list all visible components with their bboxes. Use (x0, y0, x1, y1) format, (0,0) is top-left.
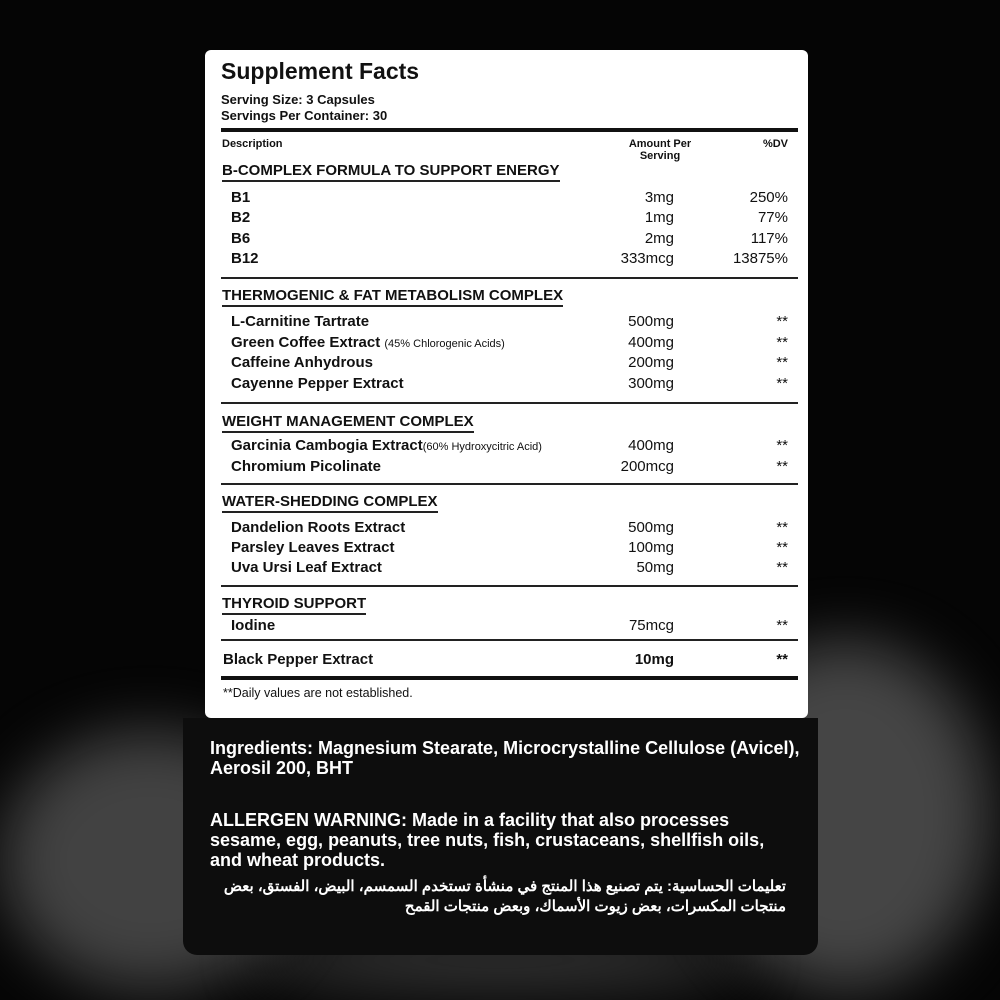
nutrient-amount: 10mg (634, 651, 674, 668)
nutrient-name (231, 334, 505, 351)
divider (221, 585, 798, 587)
footnote: **Daily values are not established. (223, 686, 413, 700)
nutrient-dv: 250% (749, 189, 788, 206)
nutrient-dv: ** (776, 651, 788, 668)
divider (221, 676, 798, 680)
nutrient-dv: ** (776, 559, 788, 576)
nutrient-name: Caffeine Anhydrous (231, 354, 373, 371)
divider (221, 483, 798, 485)
column-amount-line1: Amount Per (628, 138, 692, 150)
nutrient-dv: 117% (750, 230, 788, 247)
section-heading: WEIGHT MANAGEMENT COMPLEX (222, 413, 474, 433)
column-amount (625, 138, 695, 162)
serving-size: Serving Size: 3 Capsules (221, 92, 375, 107)
nutrient-amount: 500mg (628, 519, 674, 536)
nutrient-amount: 400mg (628, 334, 674, 351)
nutrient-dv: 13875% (732, 250, 788, 267)
column-dv: %DV (762, 138, 788, 150)
section-heading: THERMOGENIC & FAT METABOLISM COMPLEX (222, 287, 563, 307)
servings-per-container: Servings Per Container: 30 (221, 108, 388, 123)
label-title: Supplement Facts (221, 58, 420, 84)
nutrient-amount: 3mg (644, 189, 674, 206)
nutrient-dv: ** (776, 354, 788, 371)
supplement-facts-label (205, 50, 808, 718)
nutrient-name (231, 437, 542, 454)
nutrient-name: Dandelion Roots Extract (231, 519, 406, 536)
nutrient-amount: 400mg (628, 437, 674, 454)
nutrient-amount: 100mg (628, 539, 674, 556)
nutrient-amount: 50mg (636, 559, 674, 576)
nutrient-name: B6 (231, 230, 251, 247)
nutrient-name: Black Pepper Extract (223, 651, 374, 668)
nutrient-note: (45% Chlorogenic Acids) (384, 338, 505, 350)
nutrient-name: Iodine (231, 617, 276, 634)
column-description: Description (222, 138, 283, 150)
section-heading: WATER-SHEDDING COMPLEX (222, 493, 438, 513)
nutrient-amount: 333mcg (620, 250, 674, 267)
nutrient-dv: ** (776, 539, 788, 556)
nutrient-dv: ** (776, 617, 788, 634)
ingredients-panel (183, 718, 818, 955)
nutrient-name: B12 (231, 250, 259, 267)
nutrient-name-text: Green Coffee Extract (231, 334, 381, 351)
ingredients-text: Ingredients: Magnesium Stearate, Microcrystalline Cellulose (Avicel), Aerosil 200, BHT (210, 738, 800, 778)
nutrient-dv: ** (776, 313, 788, 330)
section-heading: THYROID SUPPORT (222, 595, 366, 615)
section-heading: B-COMPLEX FORMULA TO SUPPORT ENERGY (222, 162, 560, 182)
nutrient-dv: 77% (757, 209, 788, 226)
allergen-warning: ALLERGEN WARNING: Made in a facility that also processes sesame, egg, peanuts, tree nuts, fish, crustaceans, shellfish oils, and wheat products. (210, 810, 765, 870)
nutrient-amount: 2mg (644, 230, 674, 247)
nutrient-amount: 500mg (628, 313, 674, 330)
nutrient-amount: 200mg (628, 354, 674, 371)
nutrient-amount: 300mg (628, 375, 674, 392)
nutrient-amount: 200mcg (620, 458, 674, 475)
nutrient-dv: ** (776, 437, 788, 454)
nutrient-name: L-Carnitine Tartrate (231, 313, 370, 330)
nutrient-name: Chromium Picolinate (231, 458, 382, 475)
nutrient-dv: ** (776, 458, 788, 475)
divider (221, 128, 798, 132)
nutrient-name: Cayenne Pepper Extract (231, 375, 404, 392)
nutrient-dv: ** (776, 519, 788, 536)
column-amount-line2: Serving (639, 150, 681, 162)
divider (221, 402, 798, 404)
nutrient-name: B2 (231, 209, 251, 226)
nutrient-amount: 1mg (644, 209, 674, 226)
nutrient-amount: 75mcg (628, 617, 674, 634)
divider (221, 277, 798, 279)
divider (221, 639, 798, 641)
nutrient-name-text: Garcinia Cambogia Extract (231, 437, 423, 454)
nutrient-name: Uva Ursi Leaf Extract (231, 559, 382, 576)
nutrient-dv: ** (776, 334, 788, 351)
nutrient-name: B1 (231, 189, 251, 206)
nutrient-dv: ** (776, 375, 788, 392)
nutrient-note: (60% Hydroxycitric Acid) (422, 441, 542, 453)
allergen-warning-arabic: تعليمات الحساسية: يتم تصنيع هذا المنتج في منشأة تستخدم السمسم، البيض، الفستق، بعض منتجات المكسرات، بعض زيوت الأسماك، وبعض منتجات القمح (223, 878, 786, 915)
nutrient-name: Parsley Leaves Extract (231, 539, 395, 556)
